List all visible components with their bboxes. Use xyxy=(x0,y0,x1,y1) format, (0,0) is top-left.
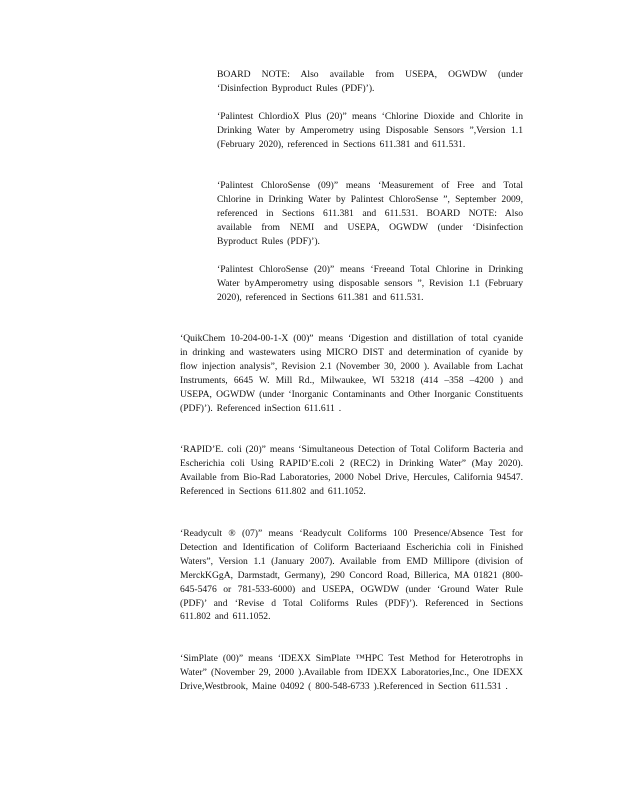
palintest-chlorosense-20-paragraph: ‘Palintest ChloroSense (20)” means ‘Freeand Total Chlorine in Drinking Water byAmperometry using disposable sensors ”, Revision 1.1 (February 2020), referenced in Sections 611.381 and 611.531. xyxy=(217,264,523,303)
palintest-chlorosense-09-paragraph: ‘Palintest ChloroSense (09)” means ‘Measurement of Free and Total Chlorine in Drinking Water by Palintest ChloroSense ”, September 2009, referenced in Sections 611.381 and 611.531. BOARD NOTE: Also available from NEMI and USEPA, OGWDW (under ‘Disinfection Byproduct Rules (PDF)’). xyxy=(217,180,523,247)
board-note-paragraph: BOARD NOTE: Also available from USEPA, OGWDW (under ‘Disinfection Byproduct Rules (PDF)’). xyxy=(217,69,523,94)
simplate-paragraph: ‘SimPlate (00)” means ‘IDEXX SimPlate ™HPC Test Method for Heterotrophs in Water” (November 29, 2000 ).Available from IDEXX Laboratories,Inc., One IDEXX Drive,Westbrook, Maine 04092 ( 800-548-6733 ).Referenced in Section 611.531 . xyxy=(180,653,523,692)
readycult-paragraph: ‘Readycult ® (07)” means ‘Readycult Coliforms 100 Presence/Absence Test for Detection and Identification of Coliform Bacteriaand Escherichia coli in Finished Waters”, Version 1.1 (January 2007). Available from EMD Millipore (division of MerckKGgA, Darmstadt, Germany), 290 Concord Road, Billerica, MA 01821 (800-645-5476 or 781-533-6000) and USEPA, OGWDW (under ‘Ground Water Rule (PDF)’ and ‘Revise d Total Coliforms Rules (PDF)’). Referenced in Sections 611.802 and 611.1052. xyxy=(180,528,523,623)
palintest-chlordiox-paragraph: ‘Palintest ChlordioX Plus (20)” means ‘Chlorine Dioxide and Chlorite in Drinking Water by Amperometry using Disposable Sensors ”,Version 1.1 (February 2020), referenced in Sections 611.381 and 611.531. xyxy=(217,111,523,150)
rapid-ecoli-paragraph: ‘RAPID’E. coli (20)” means ‘Simultaneous Detection of Total Coliform Bacteria and Escherichia coli Using RAPID’E.coli 2 (REC2) in Drinking Water” (May 2020). Available from Bio-Rad Laboratories, 2000 Nobel Drive, Hercules, California 94547. Referenced in Sections 611.802 and 611.1052. xyxy=(180,444,523,497)
quikchem-paragraph: ‘QuikChem 10-204-00-1-X (00)” means ‘Digestion and distillation of total cyanide in drinking and wastewaters using MICRO DIST and determination of cyanide by flow injection analysis”, Revision 2.1 (November 30, 2000 ). Available from Lachat Instruments, 6645 W. Mill Rd., Milwaukee, WI 53218 (414 –358 –4200 ) and USEPA, OGWDW (under ‘Inorganic Contaminants and Other Inorganic Constituents (PDF)’). Referenced inSection 611.611 . xyxy=(180,333,523,414)
